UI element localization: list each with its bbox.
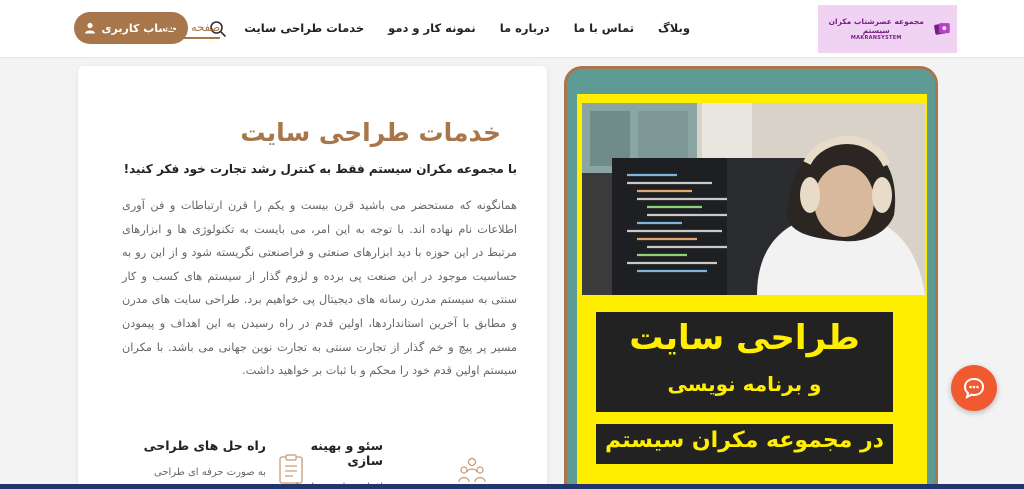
team-icon xyxy=(458,456,486,486)
page-subtitle: با مجموعه مکران سیستم فقط به کنترل رشد تجارت خود فکر کنید! xyxy=(123,162,517,176)
nav-portfolio-demo[interactable]: نمونه کار و دمو xyxy=(388,20,476,35)
account-button-label: حساب کاربری xyxy=(101,21,178,35)
feature-seo-optimization[interactable] xyxy=(273,438,383,489)
bottom-edge-bar xyxy=(0,484,1024,489)
chat-widget-button[interactable] xyxy=(951,365,997,411)
logo-mark-icon xyxy=(933,18,951,40)
promo-subtitle: و برنامه نویسی xyxy=(667,372,822,396)
promo-banner-main xyxy=(596,312,893,412)
nav-blog[interactable]: وبلاگ xyxy=(658,20,690,35)
feature-title: راه حل های طراحی xyxy=(143,438,266,453)
nav-home[interactable]: صفحه اصلی xyxy=(161,20,220,39)
site-logo[interactable] xyxy=(818,5,957,53)
nav-web-design-services[interactable]: خدمات طراحی سایت xyxy=(244,20,365,35)
services-card xyxy=(78,66,547,489)
promo-banner-secondary xyxy=(596,424,893,464)
intro-paragraph: همانگونه که مستحضر می باشید قرن بیست و یکم را قرن ارتباطات و فن آوری اطلاعات نام نهاده اند. با توجه به این امر، می بایست به تکنولوژی ها و ابزارهای مرتبط در این حوزه با دید ابزارهای صنعتی و فراصنعتی نگریسته شود و از این رو به حساسیت موجود در این صنعت پی برده و لزوم گذار از سیستم های کسب و کار سنتی به سیستم مدرن رسانه های دیجیتال پی خواهیم برد. طراحی سایت های مدرن و مطابق با آخرین استانداردها، اولین قدم در راه رسیدن به این اهداف و پیمودن مسیر پر پیچ و خم گذار از تجارت سنتی به تجارت نوین جهانی می باشد. با مکران سیستم اولین قدم خود را محکم و با ثبات بر خواهید داشت. xyxy=(122,199,517,378)
main-navigation xyxy=(161,0,690,58)
nav-about-us[interactable]: درباره ما xyxy=(499,20,550,35)
nav-contact-us[interactable]: تماس با ما xyxy=(573,20,635,35)
promo-company-line: در مجموعه مکران سیستم xyxy=(605,428,884,453)
developer-photo xyxy=(582,103,925,295)
logo-text: مجموعه عصرشتاب مکران سیستم MAKRANSYSTEM xyxy=(824,17,929,41)
promo-title: طراحی سایت xyxy=(629,318,860,358)
feature-description: به صورت حرفه ای طراحی xyxy=(154,467,266,478)
site-header xyxy=(0,0,1024,58)
feature-design-solutions[interactable] xyxy=(116,438,266,478)
promo-tablet-image xyxy=(564,66,938,489)
logo-subtext: MAKRANSYSTEM xyxy=(850,35,902,41)
feature-title: سئو و بهینه سازی xyxy=(310,438,383,468)
user-icon xyxy=(84,22,96,34)
chat-bubble-icon xyxy=(962,376,986,400)
page-title: خدمات طراحی سایت xyxy=(240,118,501,147)
